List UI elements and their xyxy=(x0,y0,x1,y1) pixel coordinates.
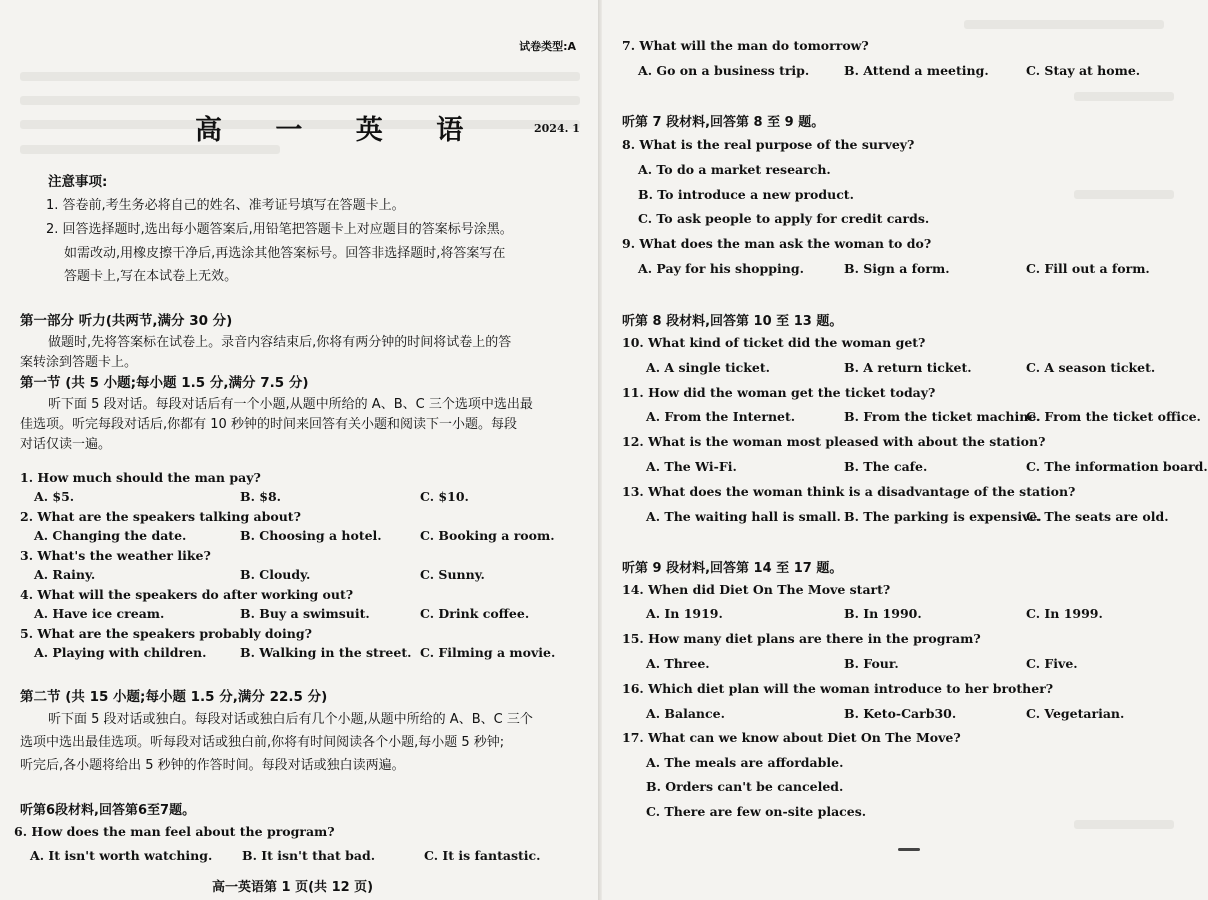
option-14c: C. In 1999. xyxy=(1026,606,1103,621)
section1-heading: 第一节 (共 5 小题;每小题 1.5 分,满分 7.5 分) xyxy=(20,375,309,391)
option-11b: B. From the ticket machine. xyxy=(844,409,1041,424)
option-7b: B. Attend a meeting. xyxy=(844,63,989,78)
question-3: 3. What's the weather like? xyxy=(20,548,211,563)
option-7c: C. Stay at home. xyxy=(1026,63,1141,78)
material-9-heading: 听第 9 段材料,回答第 14 至 17 题。 xyxy=(622,561,843,576)
option-6b: B. It isn't that bad. xyxy=(242,848,376,863)
question-5: 5. What are the speakers probably doing? xyxy=(20,626,312,641)
option-13b: B. The parking is expensive. xyxy=(844,509,1042,524)
option-5a: A. Playing with children. xyxy=(34,645,207,660)
option-12a: A. The Wi-Fi. xyxy=(646,459,737,474)
option-9a: A. Pay for his shopping. xyxy=(638,261,804,276)
right-page xyxy=(604,0,1208,900)
option-14a: A. In 1919. xyxy=(646,606,723,621)
page-fold xyxy=(598,0,602,900)
question-12: 12. What is the woman most pleased with about the station? xyxy=(622,434,1046,449)
option-9c: C. Fill out a form. xyxy=(1026,261,1150,276)
option-17a: A. The meals are affordable. xyxy=(646,755,844,770)
option-2b: B. Choosing a hotel. xyxy=(240,528,382,543)
option-13a: A. The waiting hall is small. xyxy=(646,509,841,524)
page-footer: 高一英语第 1 页(共 12 页) xyxy=(212,880,374,895)
bleed-through xyxy=(1074,190,1174,199)
bleed-through xyxy=(20,72,580,81)
part1-heading: 第一部分 听力(共两节,满分 30 分) xyxy=(20,313,233,329)
option-16a: A. Balance. xyxy=(646,706,725,721)
bleed-through xyxy=(1074,820,1174,829)
option-14b: B. In 1990. xyxy=(844,606,922,621)
option-1a: A. $5. xyxy=(34,489,75,504)
bleed-through xyxy=(964,20,1164,29)
question-13: 13. What does the woman think is a disadvantage of the station? xyxy=(622,484,1076,499)
question-17: 17. What can we know about Diet On The Move? xyxy=(622,730,961,745)
section1-intro: 听下面 5 段对话。每段对话后有一个小题,从题中所给的 A、B、C 三个选项中选出最 xyxy=(48,397,533,412)
option-10a: A. A single ticket. xyxy=(646,360,770,375)
section2-intro-cont: 听完后,各小题将给出 5 秒钟的作答时间。每段对话或独白读两遍。 xyxy=(20,758,405,773)
part1-intro-cont: 案转涂到答题卡上。 xyxy=(20,355,138,370)
question-6: 6. How does the man feel about the program? xyxy=(14,824,335,839)
option-4a: A. Have ice cream. xyxy=(34,606,165,621)
page-mark xyxy=(898,848,920,851)
question-10: 10. What kind of ticket did the woman get? xyxy=(622,335,926,350)
part1-intro: 做题时,先将答案标在试卷上。录音内容结束后,你将有两分钟的时间将试卷上的答 xyxy=(48,335,512,350)
question-14: 14. When did Diet On The Move start? xyxy=(622,582,891,597)
option-9b: B. Sign a form. xyxy=(844,261,950,276)
option-5c: C. Filming a movie. xyxy=(420,645,556,660)
notice-heading: 注意事项: xyxy=(48,174,108,190)
exam-date: 2024. 1 xyxy=(534,122,580,135)
notice-item-2: 2. 回答选择题时,选出每小题答案后,用铅笔把答题卡上对应题目的答案标号涂黑。 xyxy=(46,222,513,237)
option-17b: B. Orders can't be canceled. xyxy=(646,779,844,794)
question-1: 1. How much should the man pay? xyxy=(20,470,261,485)
section2-heading: 第二节 (共 15 小题;每小题 1.5 分,满分 22.5 分) xyxy=(20,689,328,705)
option-6c: C. It is fantastic. xyxy=(424,848,541,863)
option-12b: B. The cafe. xyxy=(844,459,928,474)
option-3b: B. Cloudy. xyxy=(240,567,311,582)
option-8a: A. To do a market research. xyxy=(638,162,831,177)
question-7: 7. What will the man do tomorrow? xyxy=(622,38,869,53)
notice-item-2-cont: 答题卡上,写在本试卷上无效。 xyxy=(64,269,238,284)
question-15: 15. How many diet plans are there in the program? xyxy=(622,631,981,646)
option-1c: C. $10. xyxy=(420,489,469,504)
section2-intro: 听下面 5 段对话或独白。每段对话或独白后有几个小题,从题中所给的 A、B、C 三个 xyxy=(48,712,533,727)
left-page xyxy=(0,0,596,900)
bleed-through xyxy=(1074,92,1174,101)
material-6-heading: 听第6段材料,回答第6至7题。 xyxy=(20,803,196,818)
question-11: 11. How did the woman get the ticket today? xyxy=(622,385,936,400)
option-4c: C. Drink coffee. xyxy=(420,606,530,621)
option-11a: A. From the Internet. xyxy=(646,409,796,424)
option-3a: A. Rainy. xyxy=(34,567,96,582)
option-13c: C. The seats are old. xyxy=(1026,509,1169,524)
option-5b: B. Walking in the street. xyxy=(240,645,412,660)
option-10c: C. A season ticket. xyxy=(1026,360,1156,375)
bleed-through xyxy=(20,96,580,105)
section1-intro-cont: 对话仅读一遍。 xyxy=(20,437,112,452)
page-title: 高 一 英 语 xyxy=(195,115,486,146)
option-3c: C. Sunny. xyxy=(420,567,485,582)
option-2c: C. Booking a room. xyxy=(420,528,555,543)
option-16b: B. Keto-Carb30. xyxy=(844,706,957,721)
question-4: 4. What will the speakers do after working out? xyxy=(20,587,354,602)
question-16: 16. Which diet plan will the woman introduce to her brother? xyxy=(622,681,1054,696)
option-8b: B. To introduce a new product. xyxy=(638,187,854,202)
option-15b: B. Four. xyxy=(844,656,899,671)
option-6a: A. It isn't worth watching. xyxy=(30,848,213,863)
option-12c: C. The information board. xyxy=(1026,459,1208,474)
section2-intro-cont: 选项中选出最佳选项。听每段对话或独白前,你将有时间阅读各个小题,每小题 5 秒钟; xyxy=(20,735,505,750)
option-11c: C. From the ticket office. xyxy=(1026,409,1201,424)
option-4b: B. Buy a swimsuit. xyxy=(240,606,370,621)
question-9: 9. What does the man ask the woman to do? xyxy=(622,236,932,251)
material-8-heading: 听第 8 段材料,回答第 10 至 13 题。 xyxy=(622,314,843,329)
option-8c: C. To ask people to apply for credit cards. xyxy=(638,211,930,226)
option-15c: C. Five. xyxy=(1026,656,1078,671)
option-10b: B. A return ticket. xyxy=(844,360,972,375)
paper-type: 试卷类型:A xyxy=(519,40,576,53)
question-2: 2. What are the speakers talking about? xyxy=(20,509,301,524)
option-7a: A. Go on a business trip. xyxy=(638,63,810,78)
question-8: 8. What is the real purpose of the survey? xyxy=(622,137,915,152)
option-16c: C. Vegetarian. xyxy=(1026,706,1125,721)
notice-item-1: 1. 答卷前,考生务必将自己的姓名、准考证号填写在答题卡上。 xyxy=(46,198,405,213)
option-17c: C. There are few on-site places. xyxy=(646,804,867,819)
option-1b: B. $8. xyxy=(240,489,282,504)
notice-item-2-cont: 如需改动,用橡皮擦干净后,再选涂其他答案标号。回答非选择题时,将答案写在 xyxy=(64,246,506,261)
option-15a: A. Three. xyxy=(646,656,710,671)
option-2a: A. Changing the date. xyxy=(34,528,187,543)
section1-intro-cont: 佳选项。听完每段对话后,你都有 10 秒钟的时间来回答有关小题和阅读下一小题。每段 xyxy=(20,417,517,432)
material-7-heading: 听第 7 段材料,回答第 8 至 9 题。 xyxy=(622,115,825,130)
